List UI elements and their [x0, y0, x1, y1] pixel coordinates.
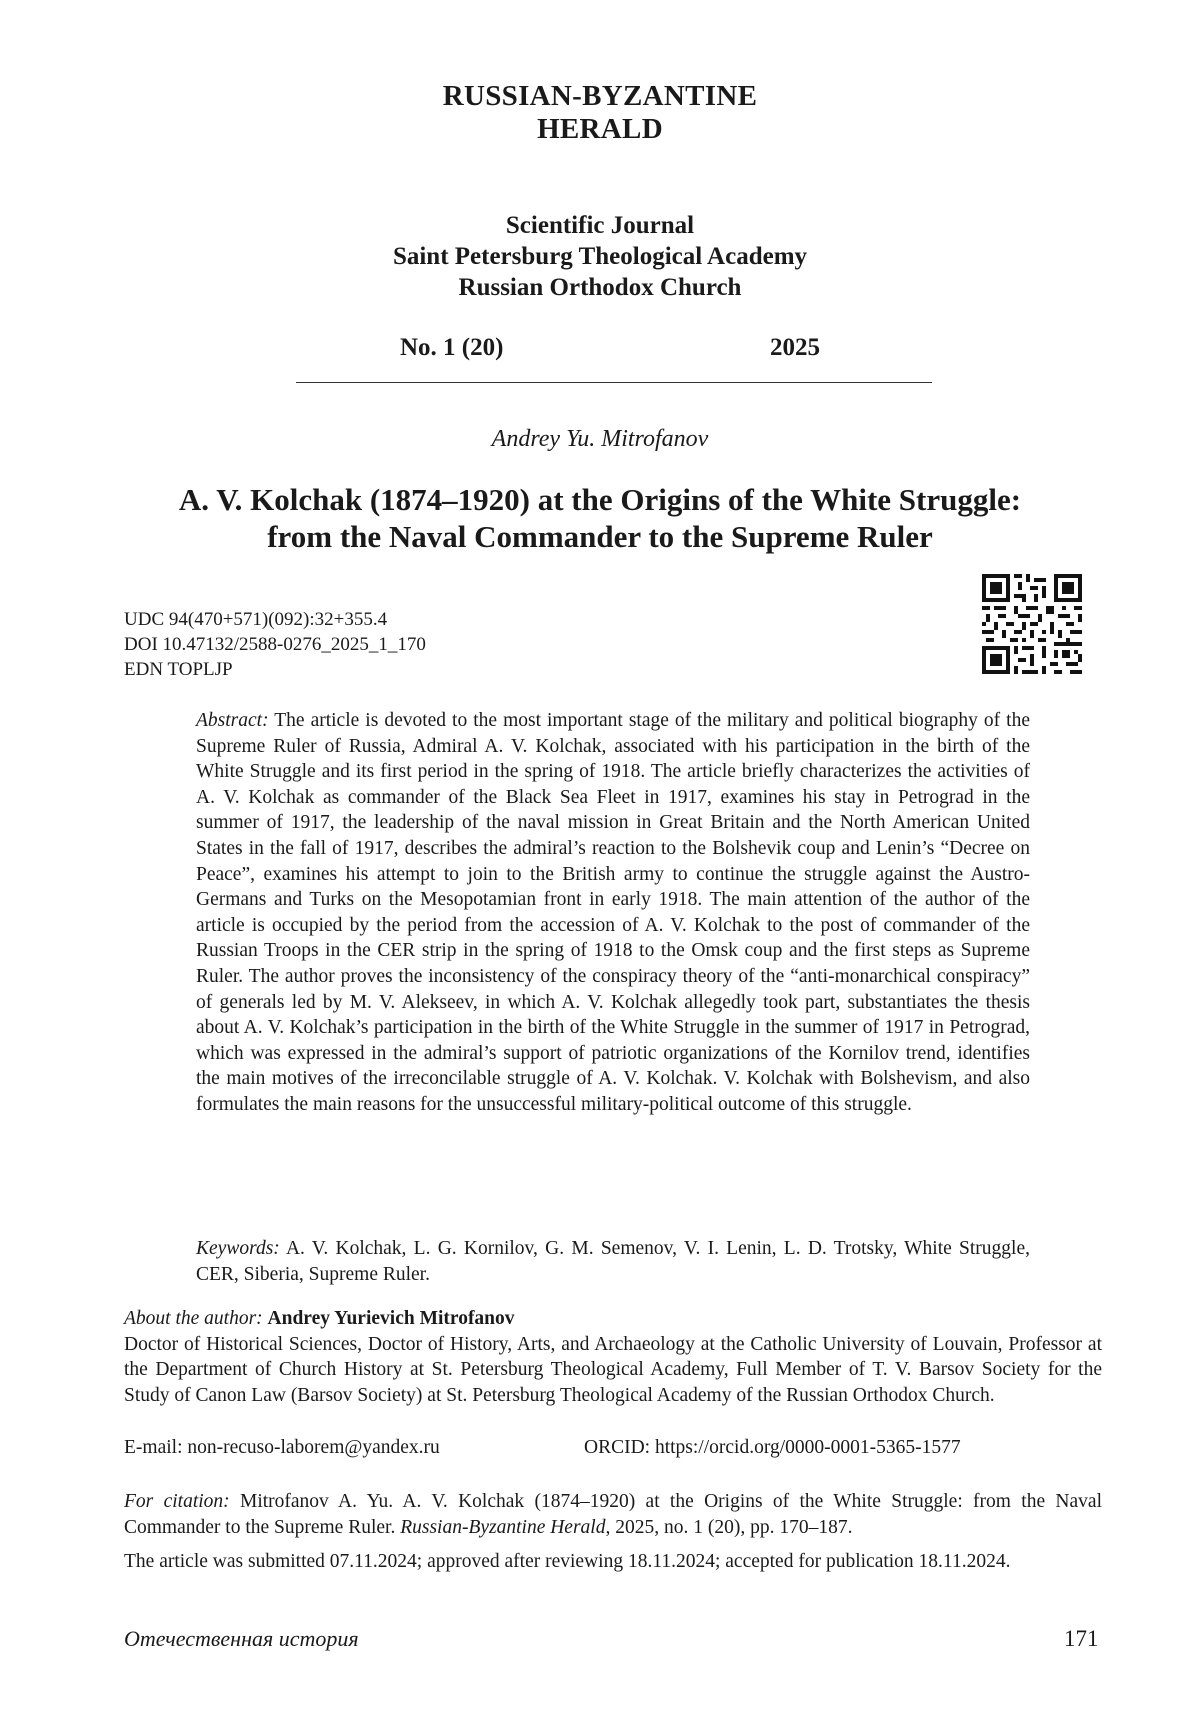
header-divider	[296, 382, 932, 383]
journal-title	[0, 80, 1200, 146]
subtitle-line1: Scientific Journal	[0, 210, 1200, 241]
journal-title-line1: RUSSIAN-BYZANTINE	[0, 80, 1200, 113]
author-email[interactable]: E-mail: non-recuso-laborem@yandex.ru	[124, 1437, 440, 1458]
author-orcid[interactable]: ORCID: https://orcid.org/0000-0001-5365-1577	[584, 1435, 961, 1461]
citation-label: For citation:	[124, 1491, 230, 1512]
publication-dates: The article was submitted 07.11.2024; approved after reviewing 18.11.2024; accepted for publication 18.11.2024.	[124, 1549, 1102, 1575]
article-title-line2: from the Naval Commander to the Supreme Ruler	[0, 518, 1200, 555]
citation-journal: Russian-Byzantine Herald	[400, 1517, 605, 1538]
author-full-name: Andrey Yurievich Mitrofanov	[268, 1308, 515, 1329]
citation-pages: , 2025, no. 1 (20), pp. 170–187.	[605, 1517, 852, 1538]
subtitle-line3: Russian Orthodox Church	[0, 272, 1200, 303]
author-bio: Doctor of Historical Sciences, Doctor of History, Arts, and Archaeology at the Catholic University of Louvain, Professor at the Department of Church History at St. Petersburg Theological Academy, Full Member of T. V. Barsov Society for the Study of Canon Law (Barsov Society) at St. Petersburg Theological Academy of the Russian Orthodox Church.	[124, 1332, 1102, 1409]
page-number: 171	[1064, 1626, 1099, 1652]
journal-title-line2: HERALD	[0, 113, 1200, 146]
abstract-text: The article is devoted to the most important stage of the military and political biography of the Supreme Ruler of Russia, Admiral A. V. Kolchak, associated with his participation in the birth of the White Struggle and its first period in the spring of 1918. The article briefly characterizes the activities of A. V. Kolchak as commander of the Black Sea Fleet in 1917, examines his stay in Petrograd in the summer of 1917, the leadership of the naval mission in Great Britain and the North American United States in the fall of 1917, describes the admiral’s reaction to the Bolshevik coup and Lenin’s “Decree on Peace”, examines his attempt to join to the British army to continue the struggle against the Austro-Germans and Turks on the Mesopotamian front in early 1918. The main attention of the author of the article is occupied by the period from the accession of A. V. Kolchak to the post of commander of the Russian Troops in the CER strip in the spring of 1918 to the Omsk coup and the first steps as Supreme Ruler. The author proves the inconsistency of the conspiracy theory of the “anti-monarchical conspiracy” of generals led by M. V. Alekseev, in which A. V. Kolchak allegedly took part, substantiates the thesis about A. V. Kolchak’s participation in the birth of the White Struggle in the summer of 1917 in Petrograd, which was expressed in the admiral’s support of patriotic organizations of the Kornilov trend, identifies the main motives of the irreconcilable struggle of A. V. Kolchak. V. Kolchak with Bolshevism, and also formulates the main reasons for the unsuccessful military-political outcome of this struggle.	[196, 710, 1030, 1115]
footer-section-name: Отечественная история	[124, 1626, 359, 1652]
subtitle-line2: Saint Petersburg Theological Academy	[0, 241, 1200, 272]
issue-number: No. 1 (20)	[400, 334, 503, 362]
article-author: Andrey Yu. Mitrofanov	[0, 426, 1200, 453]
abstract	[196, 708, 1030, 1118]
article-title	[0, 481, 1200, 555]
article-title-line1: A. V. Kolchak (1874–1920) at the Origins of the White Struggle:	[0, 481, 1200, 518]
citation	[124, 1489, 1102, 1540]
about-author-label: About the author:	[124, 1308, 263, 1329]
keywords-text: A. V. Kolchak, L. G. Kornilov, G. M. Semenov, V. I. Lenin, L. D. Trotsky, White Struggle, CER, Siberia, Supreme Ruler.	[196, 1238, 1030, 1285]
keywords	[196, 1236, 1030, 1287]
issue-year: 2025	[770, 334, 820, 362]
about-author	[124, 1306, 1102, 1408]
journal-subtitle	[0, 210, 1200, 303]
edn-code: EDN TOPLJP	[124, 657, 426, 682]
author-contacts	[124, 1435, 1102, 1461]
qr-code-icon	[982, 574, 1082, 674]
abstract-label: Abstract:	[196, 710, 269, 731]
udc-code: UDC 94(470+571)(092):32+355.4	[124, 607, 426, 632]
article-identifiers	[124, 607, 426, 682]
doi: DOI 10.47132/2588-0276_2025_1_170	[124, 632, 426, 657]
citation-text: Mitrofanov A. Yu. A. V. Kolchak (1874–1920) at the Origins of the White Struggle: from the Naval Commander to the Supreme Ruler.	[124, 1491, 1102, 1538]
keywords-label: Keywords:	[196, 1238, 280, 1259]
